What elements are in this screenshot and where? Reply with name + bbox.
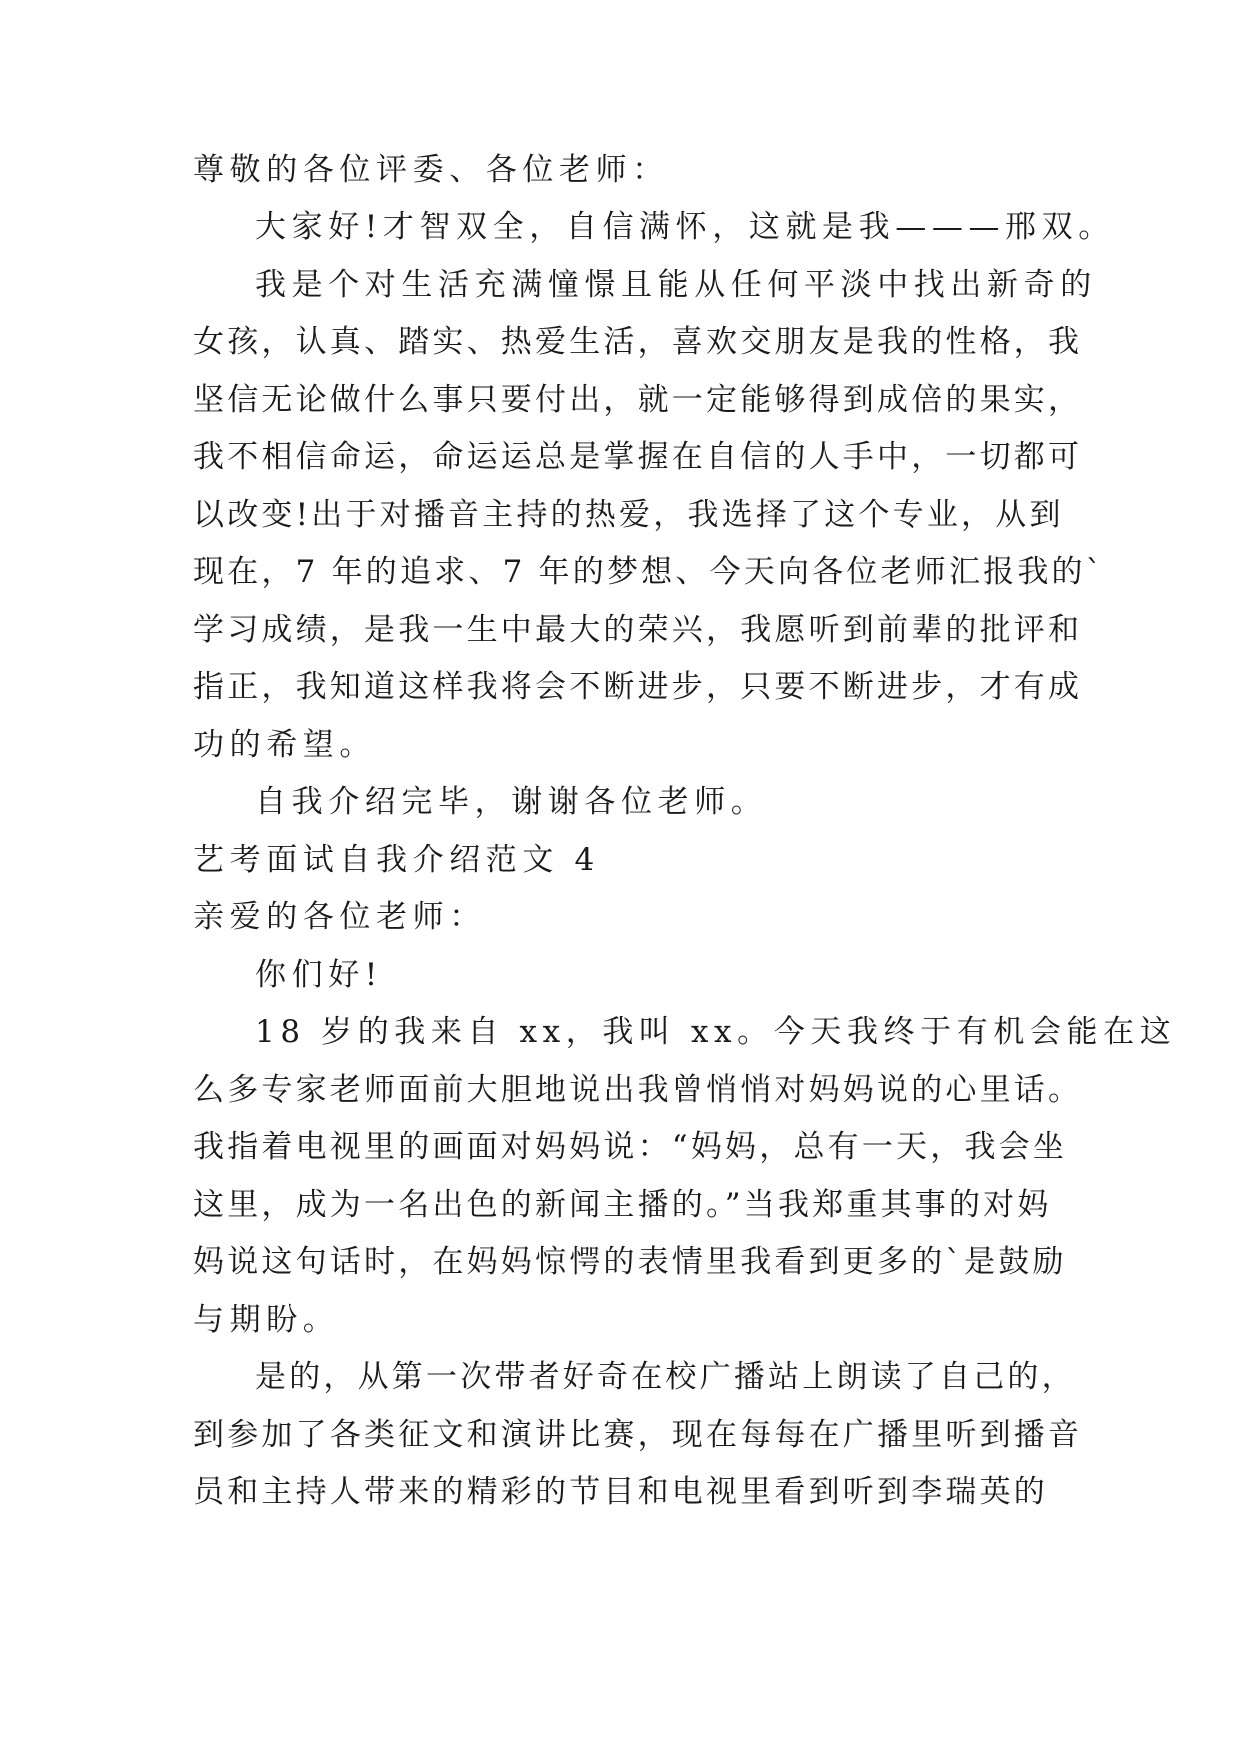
paragraph-line: 18 岁的我来自 xx，我叫 xx。今天我终于有机会能在这	[255, 1014, 1177, 1050]
section-heading: 艺考面试自我介绍范文 4	[193, 842, 600, 878]
paragraph-line: 妈说这句话时，在妈妈惊愕的表情里我看到更多的`是鼓励	[193, 1244, 1067, 1280]
paragraph-line: 我指着电视里的画面对妈妈说：“妈妈，总有一天，我会坐	[193, 1129, 1068, 1165]
paragraph-line: 现在，7 年的追求、7 年的梦想、今天向各位老师汇报我的`	[193, 554, 1105, 590]
closing-line: 自我介绍完毕，谢谢各位老师。	[255, 784, 768, 820]
paragraph-line: 我是个对生活充满憧憬且能从任何平淡中找出新奇的	[255, 267, 1097, 303]
paragraph-line: 与期盼。	[193, 1302, 340, 1338]
salutation-line: 亲爱的各位老师：	[193, 899, 486, 935]
paragraph-line: 员和主持人带来的精彩的节目和电视里看到听到李瑞英的	[193, 1474, 1048, 1510]
paragraph-line: 学习成绩，是我一生中最大的荣兴，我愿听到前辈的批评和	[193, 612, 1083, 648]
salutation-line: 尊敬的各位评委、各位老师：	[193, 152, 669, 188]
paragraph-line: 到参加了各类征文和演讲比赛，现在每每在广播里听到播音	[193, 1417, 1083, 1453]
paragraph-line: 指正，我知道这样我将会不断进步，只要不断进步，才有成	[193, 669, 1083, 705]
paragraph-line: 大家好!才智双全，自信满怀，这就是我———邢双。	[255, 209, 1115, 245]
paragraph-line: 么多专家老师面前大胆地说出我曾悄悄对妈妈说的心里话。	[193, 1072, 1083, 1108]
paragraph-line: 这里，成为一名出色的新闻主播的。”当我郑重其事的对妈	[193, 1187, 1052, 1223]
paragraph-line: 以改变!出于对播音主持的热爱，我选择了这个专业，从到	[193, 497, 1064, 533]
paragraph-line: 我不相信命运，命运运总是掌握在自信的人手中，一切都可	[193, 439, 1083, 475]
paragraph-line: 坚信无论做什么事只要付出，就一定能够得到成倍的果实，	[193, 382, 1083, 418]
greeting-line: 你们好!	[255, 957, 383, 993]
paragraph-line: 女孩，认真、踏实、热爱生活，喜欢交朋友是我的性格，我	[193, 324, 1083, 360]
paragraph-line: 是的，从第一次带者好奇在校广播站上朗读了自己的，	[255, 1359, 1076, 1395]
paragraph-line: 功的希望。	[193, 727, 376, 763]
